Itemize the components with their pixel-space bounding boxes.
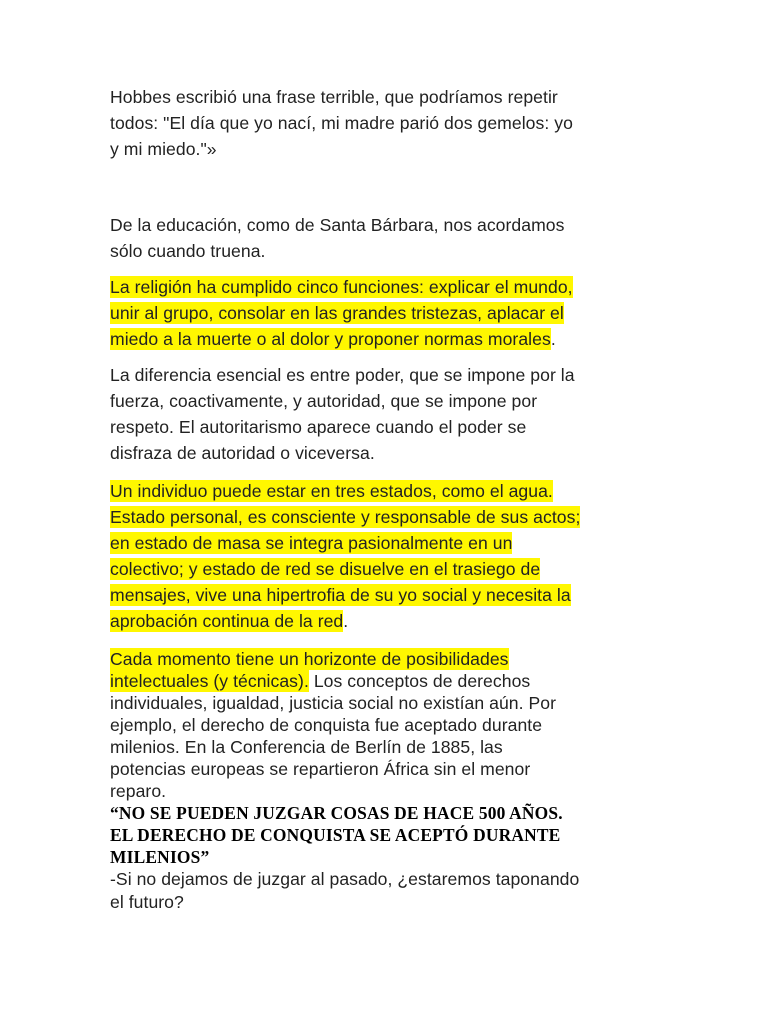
- highlighted-text: Un individuo puede estar en tres estados, como el agua.: [110, 481, 553, 501]
- highlighted-text: aprobación continua de la red: [110, 611, 344, 631]
- paragraph-individuo-highlighted: [110, 478, 670, 634]
- highlighted-text: La religión ha cumplido cinco funciones: explicar el mundo,: [110, 277, 573, 297]
- paragraph-hobbes-quote: [110, 84, 670, 162]
- quote-line: “NO SE PUEDEN JUZGAR COSAS DE HACE 500 AÑOS.: [110, 803, 563, 823]
- paragraph-horizonte-posibilidades: [110, 648, 670, 802]
- text-line: disfraza de autoridad o viceversa.: [110, 443, 375, 463]
- bold-quote: [110, 802, 670, 868]
- highlighted-text: colectivo; y estado de red se disuelve en el trasiego de: [110, 559, 541, 579]
- highlighted-text: en estado de masa se integra pasionalmente en un: [110, 533, 513, 553]
- trailing-period: .: [550, 329, 556, 349]
- text-line: reparo.: [110, 781, 167, 801]
- text-line: y mi miedo."»: [110, 139, 217, 159]
- highlighted-text: unir al grupo, consolar en las grandes tristezas, aplacar el: [110, 303, 564, 323]
- text-line: ejemplo, el derecho de conquista fue aceptado durante: [110, 715, 543, 735]
- text-line: La diferencia esencial es entre poder, que se impone por la: [110, 365, 575, 385]
- quote-line: EL DERECHO DE CONQUISTA SE ACEPTÓ DURANTE: [110, 825, 561, 845]
- highlighted-text: intelectuales (y técnicas).: [110, 671, 309, 691]
- quote-line: MILENIOS”: [110, 847, 210, 867]
- text-line: -Si no dejamos de juzgar al pasado, ¿estaremos taponando: [110, 869, 580, 889]
- text-fragment: Los conceptos de derechos: [308, 671, 531, 691]
- text-line: el futuro?: [110, 892, 184, 912]
- text-line: Hobbes escribió una frase terrible, que podríamos repetir: [110, 87, 558, 107]
- text-line: milenios. En la Conferencia de Berlín de 1885, las: [110, 737, 503, 757]
- paragraph-educacion: [110, 212, 670, 264]
- trailing-period: .: [343, 611, 349, 631]
- paragraph-religion-highlighted: [110, 274, 670, 352]
- highlighted-text: Cada momento tiene un horizonte de posibilidades: [110, 649, 509, 669]
- text-line: sólo cuando truena.: [110, 241, 266, 261]
- paragraph-question: [110, 868, 670, 914]
- highlighted-text: miedo a la muerte o al dolor y proponer normas morales: [110, 329, 551, 349]
- paragraph-poder-autoridad: [110, 362, 670, 466]
- highlighted-text: Estado personal, es consciente y responsable de sus actos;: [110, 507, 581, 527]
- text-line: fuerza, coactivamente, y autoridad, que se impone por: [110, 391, 538, 411]
- text-line: potencias europeas se repartieron África sin el menor: [110, 759, 531, 779]
- highlighted-text: mensajes, vive una hipertrofia de su yo social y necesita la: [110, 585, 571, 605]
- document-body: [110, 84, 670, 914]
- text-line: De la educación, como de Santa Bárbara, nos acordamos: [110, 215, 565, 235]
- text-line: todos: "El día que yo nací, mi madre parió dos gemelos: yo: [110, 113, 573, 133]
- text-line: respeto. El autoritarismo aparece cuando el poder se: [110, 417, 527, 437]
- text-line: individuales, igualdad, justicia social no existían aún. Por: [110, 693, 557, 713]
